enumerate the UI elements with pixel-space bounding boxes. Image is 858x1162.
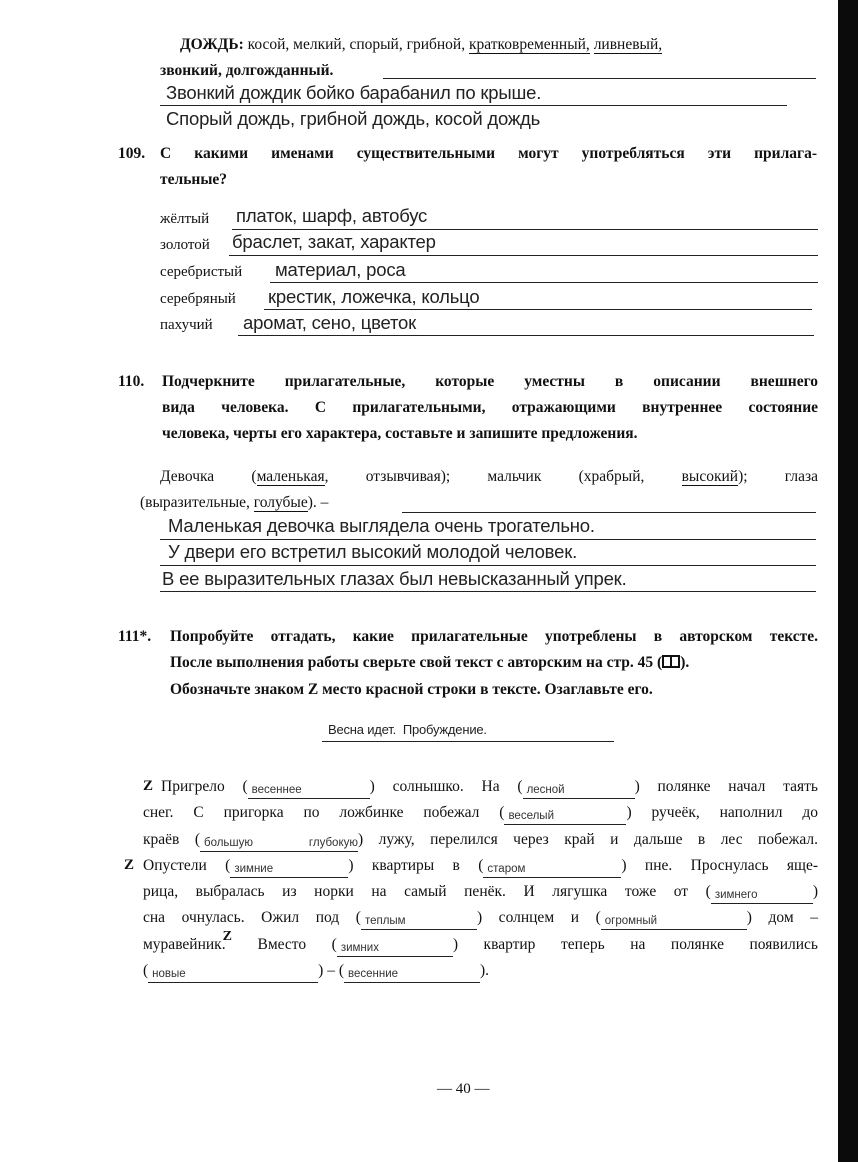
text: ); глаза (738, 468, 818, 485)
passage-line (143, 853, 818, 879)
text: После выполнения работы сверьте свой текст с авторским на стр. 45 ( (170, 654, 663, 671)
underlined-word: ливневый, (593, 36, 663, 53)
ex110-instruction-line3: человека, черты его характера, составьте и запишите предложения. (162, 425, 638, 442)
answer-blank: новые (148, 968, 318, 983)
noun-answer: аромат, сено, цветок (243, 312, 417, 333)
passage-text: Опустели ( (143, 856, 231, 874)
passage-text: ) (812, 883, 818, 901)
ex109-instruction-line2: тельные? (160, 171, 228, 188)
answer-line (160, 105, 787, 106)
ex111-instruction-line1: Попробуйте отгадать, какие прилагательные употреблены в авторском тексте. (170, 628, 818, 645)
answer-blank: зимних (337, 942, 453, 957)
ex110-answer: В ее выразительных глазах был невысказанный упрек. (162, 568, 627, 589)
noun-answer: браслет, закат, характер (232, 231, 436, 252)
passage-text: ) полянке начал таять (634, 778, 818, 795)
passage-line (143, 827, 818, 853)
passage-text: сна очнулась. Ожил под ( (143, 909, 361, 927)
passage-text: ) солнцем и ( (476, 909, 601, 927)
adjective-label: серебристый (160, 264, 243, 280)
text: , отзывчивая); мальчик (храбрый, (324, 468, 682, 485)
answer-blank: огромный (601, 915, 747, 930)
passage-text: ) пне. Проснулась яще- (621, 856, 819, 874)
passage-text: ). (480, 962, 490, 980)
title-line (322, 741, 614, 742)
paragraph-mark-z: Z (143, 778, 154, 794)
answer-blank: весенние (344, 968, 480, 983)
answer-blank: зимние (230, 863, 348, 878)
paragraph-mark-z: Z (222, 928, 232, 944)
adjective-label: золотой (160, 237, 210, 253)
ex110-words-line2 (140, 494, 328, 512)
passage-text: ) лужу, перелился через край и дальше в лес побежал. (357, 830, 818, 848)
paragraph-mark-z: Z (124, 857, 135, 873)
underlined-word: маленькая (256, 468, 325, 485)
passage-line (143, 958, 818, 984)
underlined-word: кратковременный, (468, 36, 590, 53)
answer-line (229, 255, 818, 256)
passage-text: Вместо ( (231, 935, 337, 953)
answer-line (264, 309, 812, 310)
passage-line (143, 879, 818, 905)
passage-text: ) ручеёк, наполнил до (626, 804, 818, 822)
passage-text: рица, выбралась из норки на самый пенёк. И лягушка тоже от ( (143, 883, 711, 901)
answer-line (160, 565, 816, 566)
noun-answer: платок, шарф, автобус (236, 205, 428, 226)
ex111-number: 111*. (118, 628, 152, 645)
ex108-keyword: ДОЖДЬ: (180, 36, 244, 53)
passage-line (143, 905, 818, 931)
ex111-instruction-line3: Обозначьте знаком Z место красной строки в тексте. Озаглавьте его. (170, 681, 653, 698)
underlined-word: голубые (253, 494, 308, 511)
passage-text: краёв ( (143, 830, 200, 848)
underlined-word: высокий (681, 468, 739, 485)
noun-answer: крестик, ложечка, кольцо (268, 286, 480, 307)
passage-text: ( (143, 962, 149, 980)
text: (выразительные, (140, 494, 254, 511)
answer-line (232, 229, 818, 230)
ex109-number: 109. (118, 145, 146, 162)
ex108-answer1: Звонкий дождик бойко барабанил по крыше. (166, 82, 542, 103)
passage-line (143, 800, 818, 826)
answer-blank: весеннее (248, 784, 370, 799)
ex110-instruction-line2: вида человека. С прилагательными, отражающими внутреннее состояние (162, 399, 818, 416)
ex111-instruction-line2 (170, 654, 818, 672)
ex108-line2: звонкий, долгожданный. (160, 62, 334, 79)
text: ). – (307, 494, 329, 511)
passage-text: ) квартир теперь на полянке появились (452, 935, 818, 953)
fill-in-passage (143, 774, 818, 984)
ex108-answer2: Спорый дождь, грибной дождь, косой дождь (166, 108, 541, 129)
passage-line (143, 928, 818, 958)
book-icon (662, 655, 680, 668)
adjective-label: пахучий (160, 317, 213, 333)
passage-text: ) дом – (746, 909, 819, 927)
answer-line (160, 539, 816, 540)
answer-blank: веселый (504, 810, 626, 825)
answer-line (270, 282, 818, 283)
ex110-words-line1 (160, 468, 818, 486)
ex108-line1 (180, 36, 662, 54)
answer-blank: зимнего (711, 889, 813, 904)
ex109-instruction-line1: С какими именами существительными могут употребляться эти прилага- (160, 145, 817, 162)
passage-text: ) – ( (318, 962, 344, 980)
ex110-answer: Маленькая девочка выглядела очень трогательно. (168, 515, 595, 536)
answer-line (402, 512, 816, 513)
adjective-label: жёлтый (160, 211, 210, 227)
passage-text: снег. С пригорка по ложбинке побежал ( (143, 804, 505, 822)
ex110-number: 110. (118, 373, 145, 390)
text: Девочка ( (160, 468, 257, 485)
ex110-instruction-line1: Подчеркните прилагательные, которые уместны в описании внешнего (162, 373, 818, 390)
page-number: — 40 — (437, 1081, 490, 1097)
passage-text: ) солнышко. На ( (369, 778, 523, 795)
answer-blank: лесной (523, 784, 635, 799)
text: ). (680, 654, 690, 671)
scan-edge-shadow (838, 0, 858, 1162)
passage-line (143, 774, 818, 800)
passage-text: муравейник. (143, 935, 226, 953)
answer-blank: теплым (361, 915, 477, 930)
passage-text: ) квартиры в ( (348, 856, 484, 874)
noun-answer: материал, роса (275, 259, 406, 280)
answer-blank: старом (483, 863, 621, 878)
answer-line (160, 591, 816, 592)
answer-blank: большую глубокую (200, 837, 358, 852)
answer-line (238, 335, 814, 336)
adjective-label: серебряный (160, 291, 236, 307)
answer-line (383, 78, 816, 79)
ex110-answer: У двери его встретил высокий молодой человек. (168, 541, 578, 562)
text-title-answer: Весна идет. Пробуждение. (328, 722, 487, 737)
ex108-adjectives: косой, мелкий, спорый, грибной, (243, 36, 469, 53)
passage-text: Пригрело ( (161, 778, 248, 795)
